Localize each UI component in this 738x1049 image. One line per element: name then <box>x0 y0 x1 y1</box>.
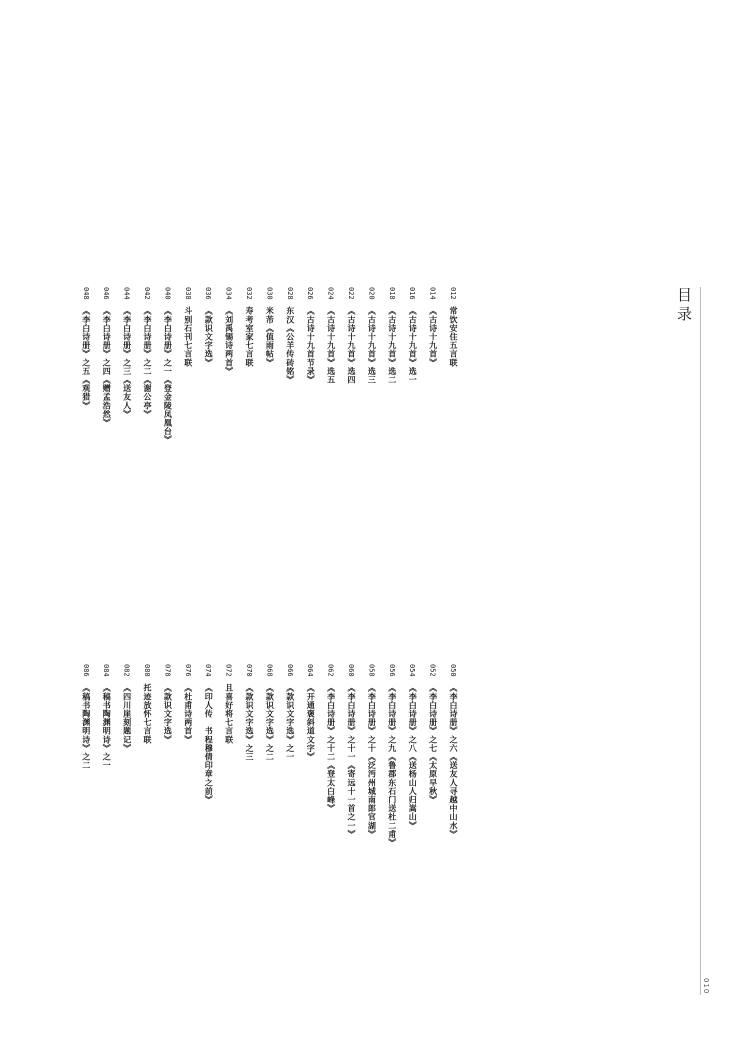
toc-entry-page: 046 <box>102 287 111 300</box>
toc-entry-title: 《李白诗册》之三《送友人》 <box>122 306 132 419</box>
toc-entry-title: 寿考室家七言联 <box>245 306 254 367</box>
toc-entry-title: 《古诗十九首》选二 <box>387 306 397 385</box>
toc-entry-title: 《款识文字选》之二 <box>265 683 275 762</box>
toc-entry-page: 076 <box>183 664 192 677</box>
toc-entry-title: 《古诗十九首》选三 <box>367 306 377 385</box>
toc-entry-title: 《李白诗册》之九《鲁郡东石门送杜二甫》 <box>387 683 397 848</box>
toc-entry[interactable] <box>366 664 376 838</box>
toc-entry[interactable] <box>387 287 397 384</box>
toc-entry[interactable] <box>81 664 91 770</box>
toc-entry-title: 《李白诗册》之二《谢公亭》 <box>143 306 152 419</box>
toc-entry-page: 036 <box>204 287 213 300</box>
toc-entry-title: 《古诗十九首》选一 <box>408 306 418 385</box>
toc-entry-title: 《李白诗册》之四《赠孟浩然》 <box>102 306 112 428</box>
toc-entry[interactable] <box>122 664 132 752</box>
toc-entry[interactable] <box>122 287 132 418</box>
toc-entry[interactable] <box>407 287 417 384</box>
toc-entry[interactable] <box>285 287 295 384</box>
toc-entry[interactable] <box>162 287 172 444</box>
toc-entry-page: 034 <box>224 287 233 300</box>
toc-entry-title: 《款识文字选》 <box>204 306 214 367</box>
toc-entry-page: 080 <box>143 664 151 677</box>
page-number: 010 <box>702 978 710 995</box>
toc-entry-title: 《古诗十九首》 <box>428 306 438 367</box>
toc-entry-title: 《款识文字选》之三 <box>245 683 254 762</box>
toc-entry[interactable] <box>81 287 91 410</box>
toc-entry-page: 072 <box>224 664 233 677</box>
toc-entry-title: 《四川崖刻题记》 <box>122 683 132 753</box>
toc-entry-page: 018 <box>387 287 396 300</box>
toc-entry-page: 026 <box>306 287 315 300</box>
toc-entry-page: 032 <box>245 287 253 300</box>
toc-entry[interactable] <box>203 287 213 367</box>
toc-entry-title: 斗别石刊七言联 <box>183 306 193 367</box>
toc-entry-page: 012 <box>449 287 457 300</box>
toc-entry[interactable] <box>244 287 254 367</box>
toc-entry[interactable] <box>142 664 152 744</box>
toc-entry-page: 074 <box>204 664 213 677</box>
toc-entry[interactable] <box>448 287 458 367</box>
toc-entry-page: 014 <box>428 287 437 300</box>
toc-entry-title: 《开通褒斜道文字》 <box>306 683 316 762</box>
toc-entry[interactable] <box>183 287 193 367</box>
toc-entry[interactable] <box>346 664 356 838</box>
toc-entry-page: 050 <box>449 664 457 677</box>
toc-entry-page: 064 <box>306 664 315 677</box>
toc-entry-page: 044 <box>122 287 131 300</box>
toc-entry[interactable] <box>224 664 234 744</box>
toc-entry-title: 《李白诗册》之七《太原早秋》 <box>428 683 438 805</box>
toc-entry-page: 056 <box>387 664 396 677</box>
toc-entry-page: 052 <box>428 664 437 677</box>
toc-entry-title: 《古诗十九首》选四 <box>347 306 356 385</box>
toc-entry-page: 068 <box>265 664 274 677</box>
toc-entry[interactable] <box>326 664 336 813</box>
toc-entry-page: 022 <box>347 287 355 300</box>
toc-entry-page: 054 <box>408 664 417 677</box>
toc-entry-title: 东汉《公羊传砖铭》 <box>285 306 295 385</box>
toc-entry-page: 078 <box>163 664 172 677</box>
toc-entry[interactable] <box>448 664 458 838</box>
toc-entry-title: 《古诗十九首》选五 <box>326 306 336 385</box>
toc-entry-title: 《杜甫诗两首》 <box>183 683 193 744</box>
toc-entry-page: 024 <box>326 287 335 300</box>
toc-entry-page: 058 <box>367 664 376 677</box>
toc-entry-title: 《李白诗册》之十《泛沔州城南郎官湖》 <box>367 683 377 839</box>
toc-entry-page: 086 <box>81 664 90 677</box>
toc-entry-page: 070 <box>245 664 253 677</box>
toc-entry[interactable] <box>224 287 234 375</box>
toc-entry-title: 且喜好将七言联 <box>224 683 234 744</box>
toc-entry-page: 082 <box>122 664 131 677</box>
toc-entry-page: 062 <box>326 664 335 677</box>
toc-entry[interactable] <box>428 287 438 367</box>
toc-entry-title: 常饮安住五言联 <box>449 306 458 367</box>
toc-entry-page: 038 <box>183 287 192 300</box>
toc-entry[interactable] <box>162 664 172 744</box>
toc-entry-title: 《稿书陶渊明诗》之一 <box>102 683 112 770</box>
toc-entry[interactable] <box>244 664 254 761</box>
toc-entry[interactable] <box>101 287 111 427</box>
toc-entry-title: 《稿书陶渊明诗》之二 <box>81 683 91 770</box>
toc-entry[interactable] <box>366 287 376 384</box>
toc-entry-page: 040 <box>163 287 172 300</box>
toc-entry-page: 042 <box>143 287 151 300</box>
toc-entry[interactable] <box>264 287 274 367</box>
toc-entry-page: 020 <box>367 287 376 300</box>
toc-entry-page: 048 <box>81 287 90 300</box>
toc-entry[interactable] <box>305 287 315 384</box>
toc-entry[interactable] <box>326 287 336 384</box>
toc-entry-title: 《李白诗册》之十一《寄远十一首之一》 <box>347 683 356 839</box>
toc-entry-title: 《李白诗册》之一《登金陵凤凰台》 <box>163 306 173 445</box>
toc-entry-title: 《款识文字选》 <box>163 683 173 744</box>
toc-entry-title: 米芾《值雨帖》 <box>265 306 275 367</box>
toc-entry[interactable] <box>428 664 438 804</box>
toc-entry[interactable] <box>305 664 315 761</box>
toc-entry-page: 028 <box>285 287 294 300</box>
toc-entry-page: 066 <box>285 664 294 677</box>
toc-entry-title: 《款识文字选》之一 <box>285 683 295 762</box>
toc-entry-title: 《李白诗册》之八《送杨山人归嵩山》 <box>408 683 418 830</box>
toc-entry[interactable] <box>203 664 213 804</box>
divider-line <box>700 287 701 995</box>
toc-entry-page: 060 <box>347 664 355 677</box>
toc-entry[interactable] <box>346 287 356 384</box>
toc-title: 目录 <box>675 287 693 325</box>
toc-entry-title: 《古诗十九首节录》 <box>306 306 316 385</box>
toc-entry-title: 《李白诗册》之五《观猎》 <box>81 306 91 410</box>
toc-entry-title: 《李白诗册》之六《送友人寻越中山水》 <box>449 683 458 839</box>
toc-entry-title: 托迹放怀七言联 <box>143 683 152 744</box>
toc-entry-title: 《刘禹锡诗两首》 <box>224 306 234 376</box>
toc-entry-page: 016 <box>408 287 417 300</box>
toc-entry-title: 《李白诗册》之十二《登太白峰》 <box>326 683 336 813</box>
toc-entry[interactable] <box>407 664 417 830</box>
toc-entry[interactable] <box>183 664 193 744</box>
toc-entry[interactable] <box>285 664 295 761</box>
toc-entry-page: 084 <box>102 664 111 677</box>
toc-entry[interactable] <box>142 287 152 418</box>
toc-entry[interactable] <box>101 664 111 770</box>
toc-entry-title: 《印人传 书程穆倩印章之前》 <box>204 683 214 805</box>
toc-entry-page: 030 <box>265 287 274 300</box>
toc-entry[interactable] <box>264 664 274 761</box>
toc-entry[interactable] <box>387 664 397 847</box>
